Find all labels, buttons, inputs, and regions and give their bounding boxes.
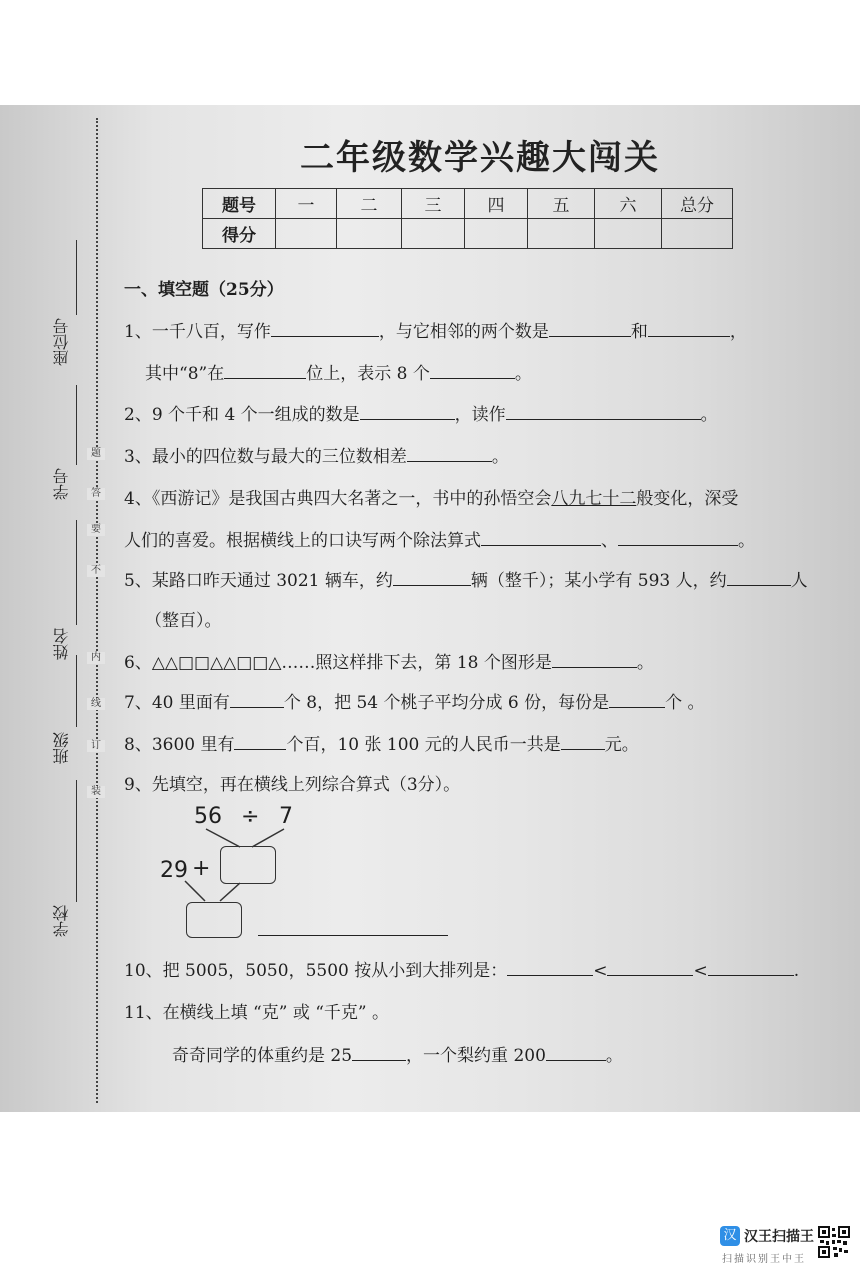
question-text: 。 bbox=[514, 364, 532, 384]
answer-blank[interactable] bbox=[407, 444, 492, 462]
class-label: 班级 bbox=[52, 732, 71, 764]
question-10 bbox=[124, 956, 799, 981]
answer-blank[interactable] bbox=[224, 361, 306, 379]
question-3 bbox=[124, 442, 509, 467]
answer-blank[interactable] bbox=[230, 690, 284, 708]
question-text: 6、△△□□△△□□△……照这样排下去，第 18 个图形是 bbox=[124, 653, 552, 673]
number-56: 56 bbox=[194, 804, 222, 829]
section-heading: 一、填空题（25分） bbox=[124, 280, 284, 300]
question-4-line2 bbox=[124, 526, 755, 551]
answer-blank[interactable] bbox=[393, 568, 471, 586]
question-text: 位上，表示 8 个 bbox=[306, 364, 430, 384]
question-1-line2 bbox=[145, 359, 532, 384]
score-cell[interactable] bbox=[595, 219, 662, 249]
seal-char: 装 bbox=[87, 786, 105, 798]
answer-blank[interactable] bbox=[648, 319, 730, 337]
question-text: 、 bbox=[601, 531, 618, 551]
seal-char: 订 bbox=[87, 740, 105, 752]
answer-blank[interactable] bbox=[430, 361, 515, 379]
question-text: 1、一千八百，写作 bbox=[124, 322, 271, 342]
number-29: 29 bbox=[160, 858, 188, 883]
table-cell: 题号 bbox=[203, 189, 276, 219]
question-text: 3、最小的四位数与最大的三位数相差 bbox=[124, 447, 407, 467]
table-cell: 六 bbox=[595, 189, 662, 219]
question-text: 个 8，把 54 个桃子平均分成 6 份，每份是 bbox=[283, 693, 610, 713]
answer-blank[interactable] bbox=[549, 319, 631, 337]
score-cell[interactable] bbox=[276, 219, 337, 249]
school-line bbox=[76, 780, 77, 902]
score-cell[interactable] bbox=[337, 219, 402, 249]
answer-box-quotient[interactable] bbox=[220, 846, 276, 884]
answer-blank[interactable] bbox=[234, 732, 286, 750]
table-row bbox=[203, 219, 733, 249]
question-text: 2、9 个千和 4 个一组成的数是 bbox=[124, 405, 360, 425]
question-text: 辆（整千）；某小学有 593 人，约 bbox=[470, 571, 727, 591]
seal-char: 内 bbox=[87, 652, 105, 664]
scanner-logo-icon: 汉 bbox=[720, 1226, 740, 1246]
question-text: 般变化，深受 bbox=[636, 489, 739, 509]
table-row bbox=[203, 189, 733, 219]
seal-char: 要 bbox=[87, 524, 105, 536]
divide-sign: ÷ bbox=[241, 804, 260, 829]
question-text: 。 bbox=[605, 1046, 623, 1066]
question-text: 7、40 里面有 bbox=[124, 693, 230, 713]
table-cell: 三 bbox=[402, 189, 465, 219]
question-5-line2: （整百）。 bbox=[145, 611, 222, 631]
score-cell[interactable] bbox=[662, 219, 733, 249]
question-text: 。 bbox=[491, 447, 509, 467]
question-text: 。 bbox=[700, 405, 718, 425]
answer-blank[interactable] bbox=[506, 402, 701, 420]
question-text: 人 bbox=[790, 571, 808, 591]
table-cell: 二 bbox=[337, 189, 402, 219]
question-text: 其中“8”在 bbox=[145, 364, 225, 384]
underlined-phrase: 八九七十二 bbox=[551, 489, 637, 509]
answer-blank[interactable] bbox=[727, 568, 791, 586]
question-text: 和 bbox=[630, 322, 648, 342]
question-text: ， bbox=[729, 322, 747, 342]
school-label: 学校 bbox=[52, 905, 71, 937]
table-cell: 五 bbox=[528, 189, 595, 219]
seat-line bbox=[76, 240, 77, 315]
answer-blank[interactable] bbox=[618, 528, 738, 546]
question-text: 。 bbox=[738, 531, 755, 551]
question-text: 8、3600 里有 bbox=[124, 735, 235, 755]
question-text: 个百，10 张 100 元的人民币一共是 bbox=[286, 735, 561, 755]
score-table bbox=[202, 188, 733, 249]
seal-char: 题 bbox=[87, 448, 105, 460]
table-cell: 四 bbox=[465, 189, 528, 219]
qr-code-icon bbox=[818, 1226, 850, 1258]
question-text: 10、把 5005，5050，5500 按从小到大排列是： bbox=[124, 961, 508, 981]
table-cell: 一 bbox=[276, 189, 337, 219]
answer-blank[interactable] bbox=[352, 1043, 406, 1061]
question-11: 11、在横线上填 “克” 或 “千克” 。 bbox=[124, 1003, 390, 1023]
answer-blank[interactable] bbox=[507, 958, 593, 976]
question-text: 元。 bbox=[604, 735, 639, 755]
question-text: 4、《西游记》是我国古典四大名著之一，书中的孙悟空会 bbox=[124, 489, 552, 509]
question-9: 9、先填空，再在横线上列综合算式（3分）。 bbox=[124, 775, 461, 795]
answer-blank[interactable] bbox=[360, 402, 455, 420]
question-6 bbox=[124, 648, 654, 673]
scanner-brand-name: 汉王扫描王 bbox=[744, 1229, 814, 1245]
answer-blank[interactable] bbox=[481, 528, 601, 546]
question-text: ，一个梨约重 200 bbox=[406, 1046, 546, 1066]
question-text: 5、某路口昨天通过 3021 辆车，约 bbox=[124, 571, 393, 591]
scanner-brand-slogan: 扫描识别王中王 bbox=[722, 1254, 806, 1265]
question-2 bbox=[124, 400, 718, 425]
question-1 bbox=[124, 317, 747, 342]
answer-blank[interactable] bbox=[271, 319, 379, 337]
table-cell: 得分 bbox=[203, 219, 276, 249]
page-title: 二年级数学兴趣大闯关 bbox=[300, 138, 660, 178]
seal-char: 线 bbox=[87, 698, 105, 710]
question-5 bbox=[124, 566, 808, 591]
answer-blank[interactable] bbox=[607, 958, 693, 976]
question-4 bbox=[124, 484, 738, 509]
plus-sign: + bbox=[192, 856, 211, 881]
less-than-sign: < bbox=[693, 961, 708, 981]
answer-blank[interactable] bbox=[561, 732, 605, 750]
score-cell[interactable] bbox=[528, 219, 595, 249]
question-text: 个 。 bbox=[665, 693, 705, 713]
question-text: . bbox=[793, 961, 800, 981]
question-text: 。 bbox=[636, 653, 654, 673]
student-number-label: 学号 bbox=[52, 468, 71, 500]
less-than-sign: < bbox=[593, 961, 608, 981]
question-7 bbox=[124, 688, 705, 713]
answer-blank[interactable] bbox=[609, 690, 665, 708]
score-cell[interactable] bbox=[465, 219, 528, 249]
seat-label: 座位号 bbox=[52, 318, 71, 366]
class-line bbox=[76, 655, 77, 727]
seal-dotted-line bbox=[96, 118, 98, 1103]
student-number-line bbox=[76, 385, 77, 465]
number-7: 7 bbox=[279, 804, 293, 829]
seal-char: 不 bbox=[87, 565, 105, 577]
answer-blank[interactable] bbox=[546, 1043, 606, 1061]
answer-blank[interactable] bbox=[552, 650, 637, 668]
question-text: 奇奇同学的体重约是 25 bbox=[172, 1046, 353, 1066]
name-line bbox=[76, 520, 77, 625]
question-11-line2 bbox=[172, 1041, 623, 1066]
seal-char: 答 bbox=[87, 488, 105, 500]
question-text: ，读作 bbox=[454, 405, 506, 425]
score-cell[interactable] bbox=[402, 219, 465, 249]
question-text: 人们的喜爱。根据横线上的口诀写两个除法算式 bbox=[124, 531, 481, 551]
combined-expression-blank[interactable] bbox=[258, 918, 448, 936]
question-text: ，与它相邻的两个数是 bbox=[378, 322, 549, 342]
answer-blank[interactable] bbox=[708, 958, 794, 976]
answer-box-sum[interactable] bbox=[186, 902, 242, 938]
question-8 bbox=[124, 730, 639, 755]
name-label: 姓名 bbox=[52, 628, 71, 660]
table-cell: 总分 bbox=[662, 189, 733, 219]
